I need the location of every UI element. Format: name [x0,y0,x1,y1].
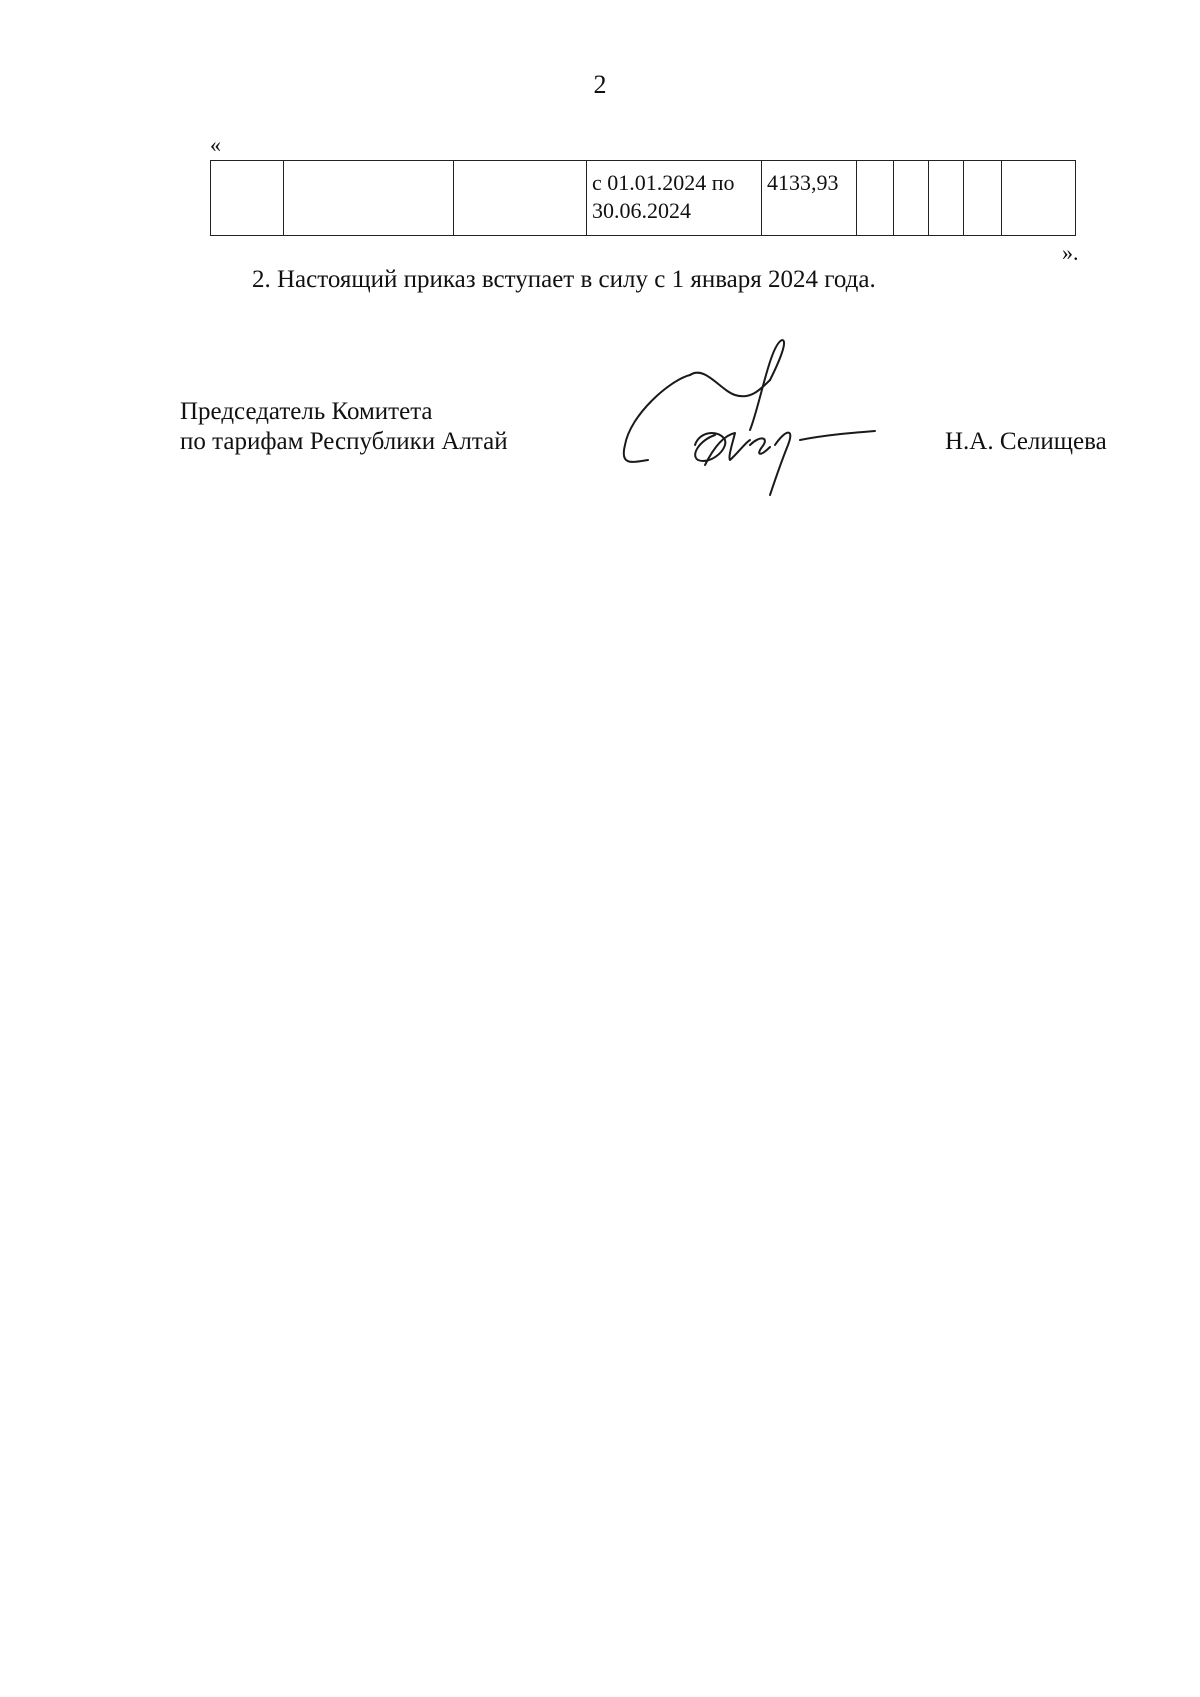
table-cell [1002,161,1076,236]
table-cell [284,161,454,236]
table-cell [454,161,587,236]
table-cell [929,161,964,236]
tariff-value-cell: 4133,93 [762,161,857,236]
table-row [211,161,1076,236]
signer-title [180,397,508,457]
handwritten-signature [610,335,910,505]
table-cell [894,161,929,236]
period-cell: с 01.01.2024 по 30.06.2024 [587,161,762,236]
order-paragraph: 2. Настоящий приказ вступает в силу с 1 января 2024 года. [252,266,876,293]
table-cell [857,161,894,236]
closing-quote: ». [1062,240,1079,265]
signer-title-line-2: по тарифам Республики Алтай [180,428,508,455]
page-number: 2 [593,70,607,99]
signer-title-line-1: Председатель Комитета [180,398,433,425]
opening-quote: « [210,132,221,157]
tariff-table [210,160,1076,236]
table-cell [964,161,1002,236]
table-cell [211,161,284,236]
signer-name: Н.А. Селищева [945,428,1107,455]
